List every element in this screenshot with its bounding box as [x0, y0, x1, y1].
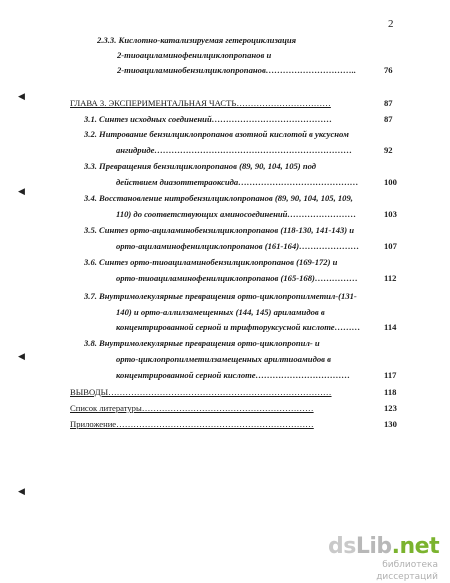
toc-entry-title: орто-тиоациламинофенилциклопропанов (165-168)……………: [116, 273, 358, 283]
watermark: [328, 534, 440, 582]
toc-page-number: 100: [384, 177, 397, 187]
toc-entry: [116, 306, 325, 318]
toc-entry: [116, 272, 358, 284]
toc-entry: [84, 224, 354, 236]
toc-page-number: 107: [384, 241, 397, 251]
watermark-logo-lib: Lib: [355, 534, 392, 559]
watermark-logo-net: .net: [391, 534, 440, 559]
watermark-subtitle: библиотека диссертаций: [376, 560, 438, 582]
toc-entry-title: 110) до соответствующих аминосоединений……………………: [116, 209, 357, 219]
toc-entry: [70, 418, 314, 430]
toc-entry: [116, 208, 356, 220]
toc-entry: [70, 402, 314, 414]
toc-page-number: 87: [384, 98, 393, 108]
toc-entry: [116, 176, 359, 188]
toc-page-number: 123: [384, 403, 397, 413]
toc-entry-title: 2.3.3. Кислотно-катализируемая гетероциклизация: [97, 35, 297, 45]
toc-entry: [116, 240, 359, 252]
toc-entry-title: орто-циклопропилметилзамещенных арилтиоамидов в: [116, 354, 331, 364]
toc-entry: [84, 256, 337, 268]
toc-page-number: 103: [384, 209, 397, 219]
toc-entry-title: действием диазоттетраоксида……………………………………: [116, 177, 359, 187]
toc-entry-title: 3.8. Внутримолекулярные превращения орто-циклопропил- и: [84, 338, 320, 348]
margin-mark: ◀: [18, 187, 25, 197]
toc-entry: [84, 160, 316, 172]
watermark-logo-ds: ds: [328, 534, 356, 559]
toc-entry: [70, 386, 332, 398]
margin-mark: ◀: [18, 92, 25, 102]
toc-entry-title: Приложение……………………………………………………………: [70, 419, 314, 429]
toc-entry-title: 3.3. Превращения бензилциклопропанов (89, 90, 104, 105) под: [84, 161, 317, 171]
toc-page-number: 118: [384, 387, 397, 397]
toc-entry-title: 140) и орто-аллилзамещенных (144, 145) ариламидов в: [116, 307, 325, 317]
toc-page-number: 112: [384, 273, 397, 283]
toc-entry: [116, 144, 352, 156]
toc-entry-title: 2-тиоациламинобензилциклопропанов…………………………..: [117, 65, 357, 75]
toc-entry: [116, 321, 360, 333]
toc-entry: [84, 128, 349, 140]
toc-page-number: 92: [384, 145, 393, 155]
toc-entry: [70, 97, 331, 109]
toc-page-number: 114: [384, 322, 397, 332]
toc-entry-title: ГЛАВА 3. ЭКСПЕРИМЕНТАЛЬНАЯ ЧАСТЬ……………………………: [70, 98, 331, 108]
toc-entry: [84, 113, 332, 125]
toc-entry-title: Список литературы……………………………………………………: [70, 403, 314, 413]
toc-entry: [97, 34, 296, 46]
toc-entry: [84, 337, 320, 349]
toc-entry: [116, 369, 350, 381]
toc-page-number: 117: [384, 370, 397, 380]
toc-entry-title: концентрированной серной кислоте……………………………: [116, 370, 351, 380]
toc-page-number: 130: [384, 419, 397, 429]
toc-entry-title: 3.5. Синтез орто-ациламинобензилциклопропанов (118-130, 141-143) и: [84, 225, 355, 235]
toc-entry-title: ВЫВОДЫ……………………………………………………………………: [70, 387, 332, 397]
toc-entry: [84, 290, 357, 302]
toc-entry: [117, 49, 271, 61]
page-number: 2: [388, 18, 394, 30]
toc-entry-title: 3.4. Восстановление нитробензилциклопропанов (89, 90, 104, 105, 109,: [84, 193, 353, 203]
toc-entry: [117, 64, 356, 76]
toc-entry-title: 3.1. Синтез исходных соединений……………………………………: [84, 114, 333, 124]
margin-mark: ◀: [18, 487, 25, 497]
toc-entry: [84, 192, 353, 204]
watermark-logo: [328, 535, 438, 559]
toc-page-number: 76: [384, 65, 393, 75]
toc-entry-title: 3.7. Внутримолекулярные превращения орто-циклопропилметил-(131-: [84, 291, 357, 301]
toc-entry-title: 3.2. Нитрование бензилциклопропанов азотной кислотой в уксусном: [84, 129, 349, 139]
toc-entry-title: орто-ациламинофенилциклопропанов (161-164)…………………: [116, 241, 360, 251]
margin-mark: ◀: [18, 352, 25, 362]
toc-entry-title: 3.6. Синтез орто-тиоациламинобензилциклопропанов (169-172) и: [84, 257, 338, 267]
toc-entry-title: концентрированной серной и трифторуксусной кислоте………: [116, 322, 361, 332]
toc-entry-title: 2-тиоациламинофенилциклопропанов и: [117, 50, 272, 60]
toc-entry: [116, 353, 331, 365]
toc-page-number: 87: [384, 114, 393, 124]
toc-entry-title: ангидриде……………………………………………………………: [116, 145, 353, 155]
